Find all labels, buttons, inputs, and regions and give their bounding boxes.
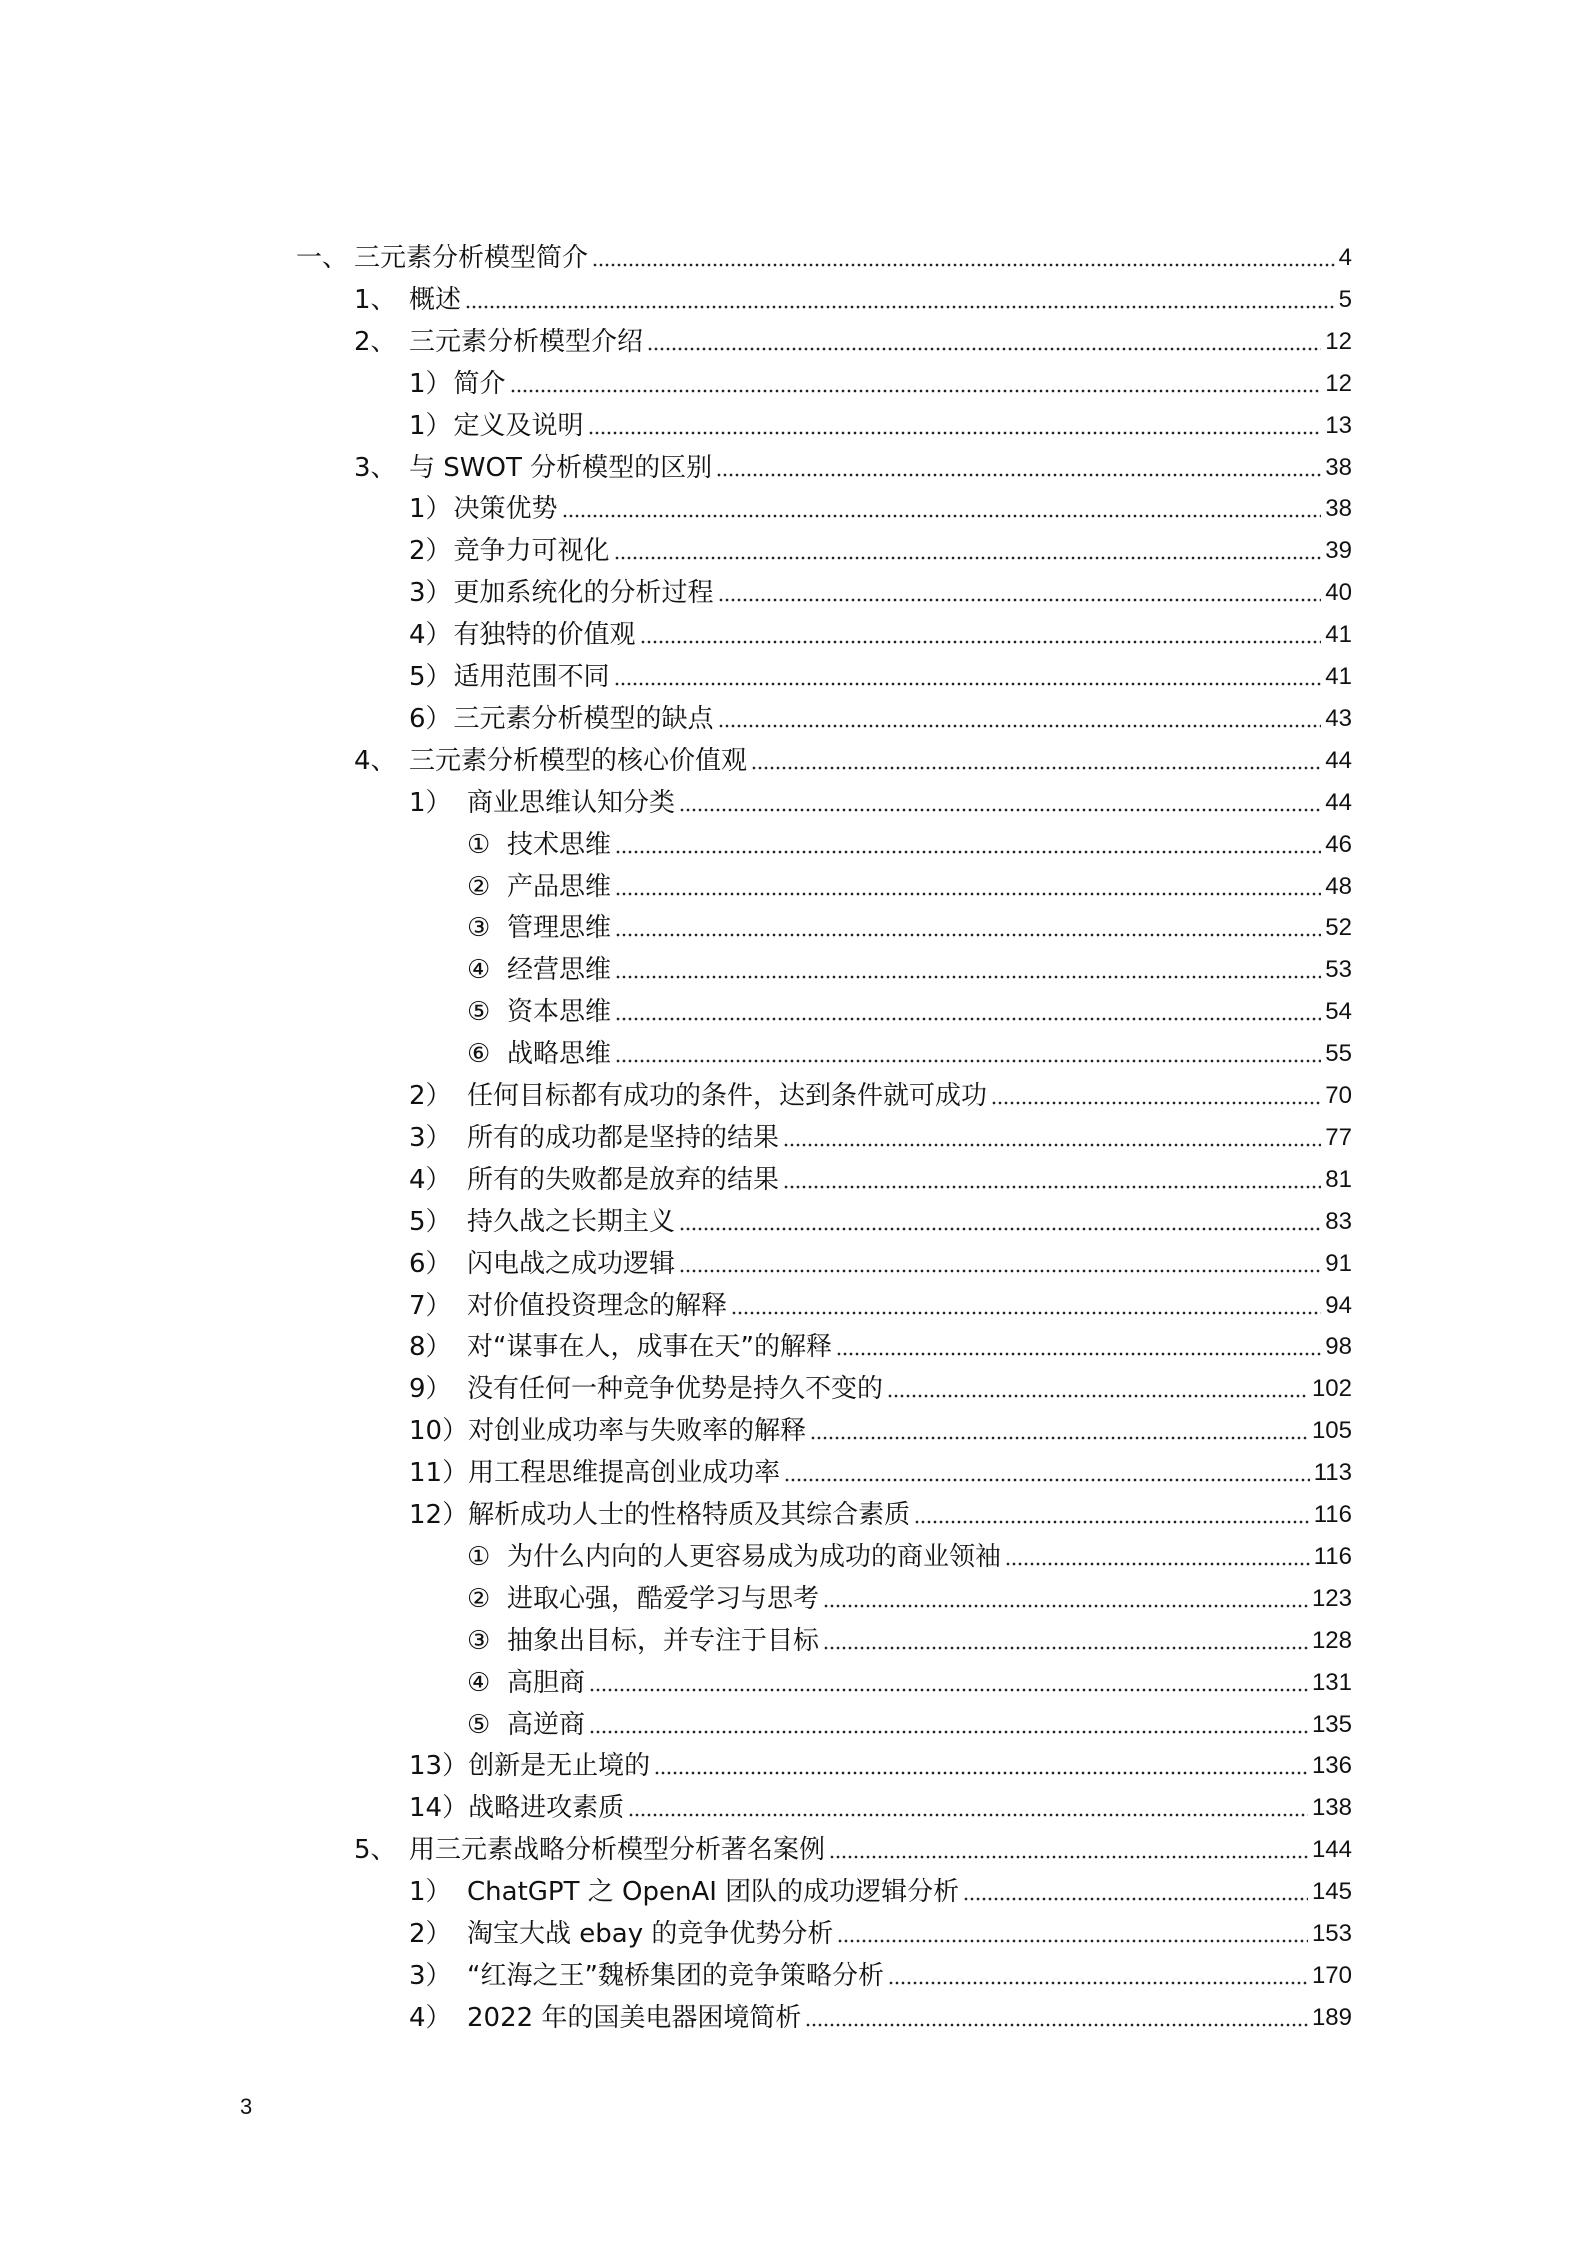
toc-entry[interactable] (409, 489, 1352, 529)
toc-entry-number: 9） (409, 1374, 452, 1404)
toc-entry-number: ① (467, 830, 491, 860)
toc-entry-number: 7） (409, 1291, 452, 1321)
dot-leader (718, 721, 1322, 731)
dot-leader (888, 1978, 1308, 1988)
toc-entry-number: 4） (409, 1165, 452, 1195)
dot-leader (823, 1643, 1308, 1653)
dot-leader (784, 1475, 1310, 1485)
toc-entry-label: 对“谋事在人，成事在天”的解释 (467, 1332, 832, 1362)
dot-leader (805, 2020, 1308, 2030)
toc-entry[interactable] (409, 1327, 1352, 1367)
toc-entry-number: 2） (409, 1081, 452, 1111)
toc-entry-label: 有独特的价值观 (453, 620, 636, 650)
dot-leader (716, 470, 1321, 480)
toc-entry-page: 44 (1325, 789, 1352, 816)
toc-entry-text (409, 1411, 806, 1451)
toc-entry-text (354, 1830, 825, 1870)
toc-entry[interactable] (467, 1537, 1352, 1577)
toc-entry-text (409, 1998, 801, 2038)
toc-entry-label: 高胆商 (507, 1668, 586, 1698)
toc-entry-page: 38 (1325, 495, 1352, 522)
toc-entry-number: 6） (409, 704, 452, 734)
toc-entry-page: 48 (1325, 873, 1352, 900)
toc-entry-text (409, 657, 610, 697)
toc-entry-number: 1、 (354, 285, 397, 315)
toc-entry-page: 123 (1311, 1585, 1352, 1612)
toc-entry-label: 没有任何一种竞争优势是持久不变的 (467, 1374, 884, 1404)
dot-leader (837, 1936, 1308, 1946)
toc-entry-text (409, 1746, 650, 1786)
dot-leader (783, 1182, 1321, 1192)
toc-entry-number: 1） (409, 411, 452, 441)
toc-entry[interactable] (409, 1118, 1352, 1158)
dot-leader (718, 595, 1322, 605)
toc-entry-number: 3） (409, 1961, 452, 1991)
toc-entry-label: 三元素分析模型简介 (354, 243, 589, 273)
toc-entry-number: 5） (409, 662, 452, 692)
toc-entry-label: 三元素分析模型介绍 (409, 327, 644, 357)
toc-entry-text (409, 1369, 883, 1409)
toc-entry[interactable] (409, 1453, 1352, 1493)
toc-entry[interactable] (409, 1160, 1352, 1200)
dot-leader (615, 847, 1321, 857)
toc-entry-page: 145 (1311, 1878, 1352, 1905)
dot-leader (614, 679, 1322, 689)
toc-entry-text (409, 1872, 959, 1912)
toc-entry-number: 1） (409, 369, 452, 399)
dot-leader (640, 637, 1322, 647)
toc-entry-number: ④ (467, 1668, 491, 1698)
toc-entry[interactable] (409, 1872, 1352, 1912)
toc-entry[interactable] (409, 1244, 1352, 1284)
toc-entry[interactable] (467, 1579, 1352, 1619)
toc-entry-label: 对价值投资理念的解释 (467, 1291, 728, 1321)
toc-entry-text (409, 1244, 675, 1284)
toc-entry-label: 用三元素战略分析模型分析著名案例 (409, 1835, 826, 1865)
toc-entry-page: 46 (1325, 831, 1352, 858)
toc-entry-label: 2022 年的国美电器困境简析 (467, 2003, 802, 2033)
toc-entry-label: 适用范围不同 (453, 662, 610, 692)
toc-entry-number: 1） (409, 1877, 452, 1907)
toc-entry-number: ① (467, 1542, 491, 1572)
toc-entry-text (409, 1327, 832, 1367)
toc-entry-number: 一、 (296, 243, 349, 273)
toc-entry-number: 3、 (354, 453, 397, 483)
toc-entry-page: 53 (1325, 956, 1352, 983)
toc-entry-page: 153 (1311, 1920, 1352, 1947)
toc-entry[interactable] (409, 1286, 1352, 1326)
toc-entry-page: 138 (1311, 1794, 1352, 1821)
toc-entry-text (409, 1286, 727, 1326)
toc-entry-text (409, 699, 714, 739)
toc-entry-page: 12 (1325, 370, 1352, 397)
toc-entry-number: 4、 (354, 746, 397, 776)
toc-entry-page: 54 (1325, 998, 1352, 1025)
dot-leader (628, 1810, 1308, 1820)
toc-entry-page: 136 (1311, 1752, 1352, 1779)
toc-entry[interactable] (409, 1788, 1352, 1828)
dot-leader (783, 1140, 1321, 1150)
toc-entry-text (409, 364, 506, 404)
toc-entry-page: 91 (1325, 1250, 1352, 1277)
toc-entry-text (467, 950, 611, 990)
toc-entry[interactable] (409, 699, 1352, 739)
toc-entry-text (409, 615, 636, 655)
dot-leader (615, 972, 1321, 982)
toc-entry-number: 4） (409, 620, 452, 650)
dot-leader (589, 1727, 1308, 1737)
toc-entry[interactable] (467, 950, 1352, 990)
toc-entry[interactable] (409, 531, 1352, 571)
toc-entry-number: 4） (409, 2003, 452, 2033)
dot-leader (810, 1433, 1308, 1443)
toc-entry[interactable] (467, 908, 1352, 948)
toc-entry[interactable] (409, 1956, 1352, 1996)
toc-entry-text (409, 783, 675, 823)
toc-entry-page: 55 (1325, 1040, 1352, 1067)
toc-entry[interactable] (409, 1914, 1352, 1954)
dot-leader (465, 302, 1335, 312)
dot-leader (1005, 1559, 1310, 1569)
toc-entry-page: 70 (1325, 1082, 1352, 1109)
toc-entry-text (467, 1579, 819, 1619)
toc-entry-page: 39 (1325, 537, 1352, 564)
toc-entry-page: 170 (1311, 1962, 1352, 1989)
dot-leader (510, 386, 1322, 396)
toc-entry[interactable] (409, 783, 1352, 823)
toc-entry-page: 38 (1325, 454, 1352, 481)
toc-entry-text (409, 1956, 884, 1996)
toc-entry[interactable] (409, 657, 1352, 697)
toc-entry-label: 更加系统化的分析过程 (453, 578, 714, 608)
toc-entry-text (409, 1076, 987, 1116)
toc-entry-number: ⑤ (467, 997, 491, 1027)
toc-entry-page: 81 (1325, 1166, 1352, 1193)
toc-entry[interactable] (409, 1202, 1352, 1242)
toc-entry-number: 5） (409, 1207, 452, 1237)
toc-entry-label: 资本思维 (507, 997, 612, 1027)
toc-entry[interactable] (409, 406, 1352, 446)
toc-entry-page: 4 (1338, 244, 1352, 271)
toc-entry-page: 43 (1325, 705, 1352, 732)
toc-entry-page: 40 (1325, 579, 1352, 606)
toc-entry-number: ⑥ (467, 1039, 491, 1069)
toc-entry[interactable] (467, 867, 1352, 907)
toc-entry[interactable] (354, 1830, 1352, 1870)
toc-entry-page: 105 (1311, 1417, 1352, 1444)
toc-entry-number: 6） (409, 1249, 452, 1279)
dot-leader (647, 344, 1321, 354)
toc-entry-label: 战略思维 (507, 1039, 612, 1069)
toc-entry-text (467, 1537, 1001, 1577)
toc-entry-page: 83 (1325, 1208, 1352, 1235)
toc-entry-label: ChatGPT 之 OpenAI 团队的成功逻辑分析 (467, 1877, 960, 1907)
toc-entry-page: 44 (1325, 747, 1352, 774)
toc-entry-number: 11） (409, 1458, 469, 1488)
toc-entry-page: 13 (1325, 412, 1352, 439)
toc-entry-page: 116 (1313, 1501, 1352, 1528)
toc-entry-label: 为什么内向的人更容易成为成功的商业领袖 (507, 1542, 1002, 1572)
dot-leader (963, 1894, 1308, 1904)
toc-entry-text (467, 908, 611, 948)
toc-entry-label: 用工程思维提高创业成功率 (468, 1458, 781, 1488)
toc-entry-text (409, 1453, 780, 1493)
toc-entry-number: 3） (409, 578, 452, 608)
toc-entry-label: 淘宝大战 ebay 的竞争优势分析 (467, 1919, 834, 1949)
toc-entry-text (296, 238, 588, 278)
toc-entry-number: 14） (409, 1793, 469, 1823)
toc-entry-page: 52 (1325, 914, 1352, 941)
toc-entry[interactable] (409, 1746, 1352, 1786)
toc-entry-label: 持久战之长期主义 (467, 1207, 676, 1237)
toc-entry-label: 商业思维认知分类 (467, 788, 676, 818)
toc-entry-number: 1） (409, 788, 452, 818)
toc-entry-label: 定义及说明 (453, 411, 584, 441)
toc-entry-number: 3） (409, 1123, 452, 1153)
toc-entry[interactable] (409, 1998, 1352, 2038)
toc-entry-number: ③ (467, 1626, 491, 1656)
toc-entry-page: 189 (1311, 2004, 1352, 2031)
toc-entry-label: 概述 (409, 285, 462, 315)
toc-entry-text (467, 1034, 611, 1074)
toc-entry[interactable] (296, 238, 1352, 278)
toc-entry-label: 闪电战之成功逻辑 (467, 1249, 676, 1279)
toc-entry-text (409, 406, 584, 446)
toc-entry-page: 98 (1325, 1333, 1352, 1360)
dot-leader (615, 889, 1321, 899)
toc-entry-page: 116 (1313, 1543, 1352, 1570)
dot-leader (679, 805, 1321, 815)
dot-leader (588, 428, 1322, 438)
toc-entry[interactable] (409, 1411, 1352, 1451)
toc-entry[interactable] (354, 322, 1352, 362)
toc-entry-number: 8） (409, 1332, 452, 1362)
toc-entry-text (409, 489, 558, 529)
toc-entry-page: 77 (1325, 1124, 1352, 1151)
dot-leader (829, 1852, 1308, 1862)
toc-entry-label: 竞争力可视化 (453, 536, 610, 566)
toc-entry[interactable] (409, 615, 1352, 655)
toc-entry-text (409, 573, 714, 613)
toc-entry[interactable] (409, 1369, 1352, 1409)
dot-leader (731, 1308, 1321, 1318)
toc-entry-label: 进取心强，酷爱学习与思考 (507, 1584, 820, 1614)
toc-entry-label: 经营思维 (507, 955, 612, 985)
toc-entry-text (467, 1705, 585, 1745)
dot-leader (679, 1224, 1321, 1234)
toc-entry-label: 创新是无止境的 (468, 1751, 651, 1781)
toc-entry-number: 13） (409, 1751, 469, 1781)
toc-entry-text (354, 322, 643, 362)
toc-entry-number: 10） (409, 1416, 469, 1446)
toc-entry-number: ③ (467, 913, 491, 943)
toc-entry-text (354, 448, 712, 488)
toc-entry-label: 产品思维 (507, 872, 612, 902)
toc-entry-page: 12 (1325, 328, 1352, 355)
toc-entry-text (354, 741, 747, 781)
toc-entry-label: 对创业成功率与失败率的解释 (468, 1416, 807, 1446)
toc-entry-text (467, 867, 611, 907)
toc-entry-text (409, 1495, 910, 1535)
toc-entry-label: 所有的失败都是放弃的结果 (467, 1165, 780, 1195)
toc-entry-number: ② (467, 1584, 491, 1614)
toc-entry-label: 决策优势 (453, 494, 558, 524)
dot-leader (592, 260, 1335, 270)
toc-entry-number: 2） (409, 536, 452, 566)
toc-entry-page: 102 (1311, 1375, 1352, 1402)
dot-leader (679, 1266, 1321, 1276)
toc-entry[interactable] (409, 1495, 1352, 1535)
dot-leader (887, 1391, 1308, 1401)
toc-entry[interactable] (467, 1621, 1352, 1661)
toc-entry-number: 5、 (354, 1835, 397, 1865)
toc-entry[interactable] (467, 1705, 1352, 1745)
toc-entry-text (409, 1914, 833, 1954)
toc-entry-text (409, 1160, 779, 1200)
toc-entry[interactable] (409, 364, 1352, 404)
toc-entry-label: 简介 (453, 369, 506, 399)
toc-entry-page: 5 (1338, 286, 1352, 313)
toc-entry-text (467, 825, 611, 865)
footer-page-number: 3 (240, 2094, 253, 2119)
toc-entry-label: 高逆商 (507, 1710, 586, 1740)
toc-entry[interactable] (354, 280, 1352, 320)
dot-leader (914, 1517, 1310, 1527)
toc-entry[interactable] (409, 1076, 1352, 1116)
toc-entry-text (409, 1202, 675, 1242)
toc-entry-page: 144 (1311, 1836, 1352, 1863)
dot-leader (562, 511, 1322, 521)
dot-leader (823, 1601, 1308, 1611)
toc-entry-number: ⑤ (467, 1710, 491, 1740)
toc-entry-page: 113 (1313, 1459, 1352, 1486)
toc-entry-label: “红海之王”魏桥集团的竞争策略分析 (467, 1961, 884, 1991)
dot-leader (589, 1685, 1308, 1695)
toc-entry-page: 131 (1311, 1669, 1352, 1696)
dot-leader (614, 553, 1322, 563)
toc-entry-text (467, 1663, 585, 1703)
toc-entry-text (409, 1788, 624, 1828)
toc-entry-number: 2） (409, 1919, 452, 1949)
toc-entry-label: 与 SWOT 分析模型的区别 (409, 453, 713, 483)
toc-entry-text (354, 280, 461, 320)
dot-leader (751, 763, 1321, 773)
toc-entry-label: 三元素分析模型的缺点 (453, 704, 714, 734)
toc-entry-page: 41 (1325, 621, 1352, 648)
toc-entry-number: 2、 (354, 327, 397, 357)
toc-entry[interactable] (467, 1034, 1352, 1074)
dot-leader (991, 1098, 1321, 1108)
toc-entry-label: 技术思维 (507, 830, 612, 860)
toc-entry-number: 1） (409, 494, 452, 524)
toc-entry-label: 战略进攻素质 (468, 1793, 625, 1823)
dot-leader (615, 1014, 1321, 1024)
toc-entry-label: 解析成功人士的性格特质及其综合素质 (468, 1500, 911, 1530)
toc-entry-text (409, 1118, 779, 1158)
dot-leader (836, 1349, 1321, 1359)
toc-entry-label: 所有的成功都是坚持的结果 (467, 1123, 780, 1153)
toc-entry-label: 任何目标都有成功的条件，达到条件就可成功 (467, 1081, 988, 1111)
toc-entry-number: ④ (467, 955, 491, 985)
toc-entry-page: 128 (1311, 1627, 1352, 1654)
toc-entry-page: 94 (1325, 1292, 1352, 1319)
toc-entry[interactable] (354, 448, 1352, 488)
dot-leader (654, 1768, 1308, 1778)
toc-entry[interactable] (354, 741, 1352, 781)
toc-entry-label: 管理思维 (507, 913, 612, 943)
toc-entry-page: 41 (1325, 663, 1352, 690)
toc-entry-label: 三元素分析模型的核心价值观 (409, 746, 748, 776)
dot-leader (615, 930, 1321, 940)
toc-entry-text (409, 531, 610, 571)
toc-entry-number: 12） (409, 1500, 469, 1530)
toc-entry[interactable] (467, 1663, 1352, 1703)
toc-entry[interactable] (467, 992, 1352, 1032)
toc-entry-page: 135 (1311, 1711, 1352, 1738)
toc-entry-text (467, 992, 611, 1032)
dot-leader (615, 1056, 1321, 1066)
toc-entry-text (467, 1621, 819, 1661)
toc-entry-label: 抽象出目标，并专注于目标 (507, 1626, 820, 1656)
toc-entry[interactable] (409, 573, 1352, 613)
toc-entry-number: ② (467, 872, 491, 902)
toc-entry[interactable] (467, 825, 1352, 865)
